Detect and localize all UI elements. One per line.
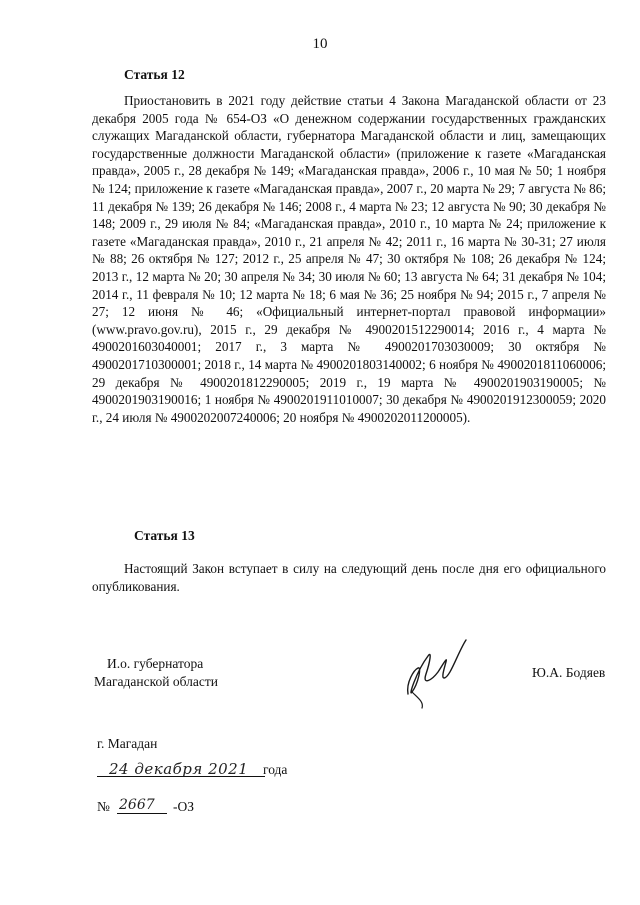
law-number-suffix: -ОЗ xyxy=(173,799,195,814)
article-13-text: Настоящий Закон вступает в силу на следующий день после дня его официального опубликования. xyxy=(92,561,606,594)
signatory-name: Ю.А. Бодяев xyxy=(532,665,606,680)
law-number-line xyxy=(97,797,247,821)
page-number: 10 xyxy=(312,36,328,52)
number-sign: № xyxy=(97,799,110,814)
article-13-heading: Статья 13 xyxy=(134,528,195,543)
date-underline xyxy=(97,776,265,777)
date-line xyxy=(97,760,327,786)
signatory-position-line2: Магаданской области xyxy=(94,674,218,689)
handwritten-signature xyxy=(388,632,478,712)
article-12-text: Приостановить в 2021 году действие статьи 4 Закона Магаданской области от 23 декабря 2005 года № 654-ОЗ «О денежном содержании государственных гражданских служащих Магаданской области, губернатора Магаданской области и лиц, замещающих государственные должности Магаданской области» (приложение к газете «Магаданская правда», 2005 г., 28 декабря № 149; «Магаданская правда», 2006 г., 10 мая № 50; 1 ноября № 124; приложение к газете «Магаданская правда», 2007 г., 20 марта № 29; 7 августа № 86; 11 декабря № 139; 26 декабря № 146; 2008 г., 4 марта № 23; 12 августа № 90; 30 декабря № 148; 2009 г., 29 июля № 84; «Магаданская правда», 2010 г., 10 марта № 24; приложение к газете «Магаданская правда», 2010 г., 21 апреля № 42; 2011 г., 16 марта № 30-31; 27 июля № 88; 26 октября № 127; 2012 г., 25 апреля № 47; 30 октября № 108; 26 декабря № 124; 2013 г., 12 марта № 20; 30 апреля № 34; 30 июля № 60; 13 августа № 64; 31 декабря № 104; 2014 г., 11 февраля № 10; 12 марта № 18; 6 мая № 36; 25 ноября № 94; 2015 г., 7 апреля № 27; 12 июня № 46; «Официальный интернет-портал правовой информации» (www.pravo.gov.ru), 2015 г., 29 декабря № 4900201512290014; 2016 г., 4 марта № 4900201603040001; 2017 г., 3 марта № 4900201703030009; 30 октября № 4900201710300001; 2018 г., 14 марта № 4900201803140002; 6 ноября № 4900201811060006; 29 декабря № 4900201812290005; 2019 г., 19 марта № 4900201903190005; № 4900201903190016; 1 ноября № 4900201911010007; 30 декабря № 4900201912300059; 2020 г., 24 июля № 4900202007240006; 20 ноября № 4900202011200005). xyxy=(92,93,606,425)
number-underline xyxy=(117,813,167,814)
signatory-position-line1: И.о. губернатора xyxy=(107,656,204,671)
article-12-heading: Статья 12 xyxy=(124,67,185,82)
handwritten-date: 24 декабря 2021 xyxy=(109,760,249,778)
city: г. Магадан xyxy=(97,736,158,751)
date-suffix: года xyxy=(263,762,288,777)
signatory-position xyxy=(94,655,218,691)
handwritten-law-number: 2667 xyxy=(119,797,155,813)
